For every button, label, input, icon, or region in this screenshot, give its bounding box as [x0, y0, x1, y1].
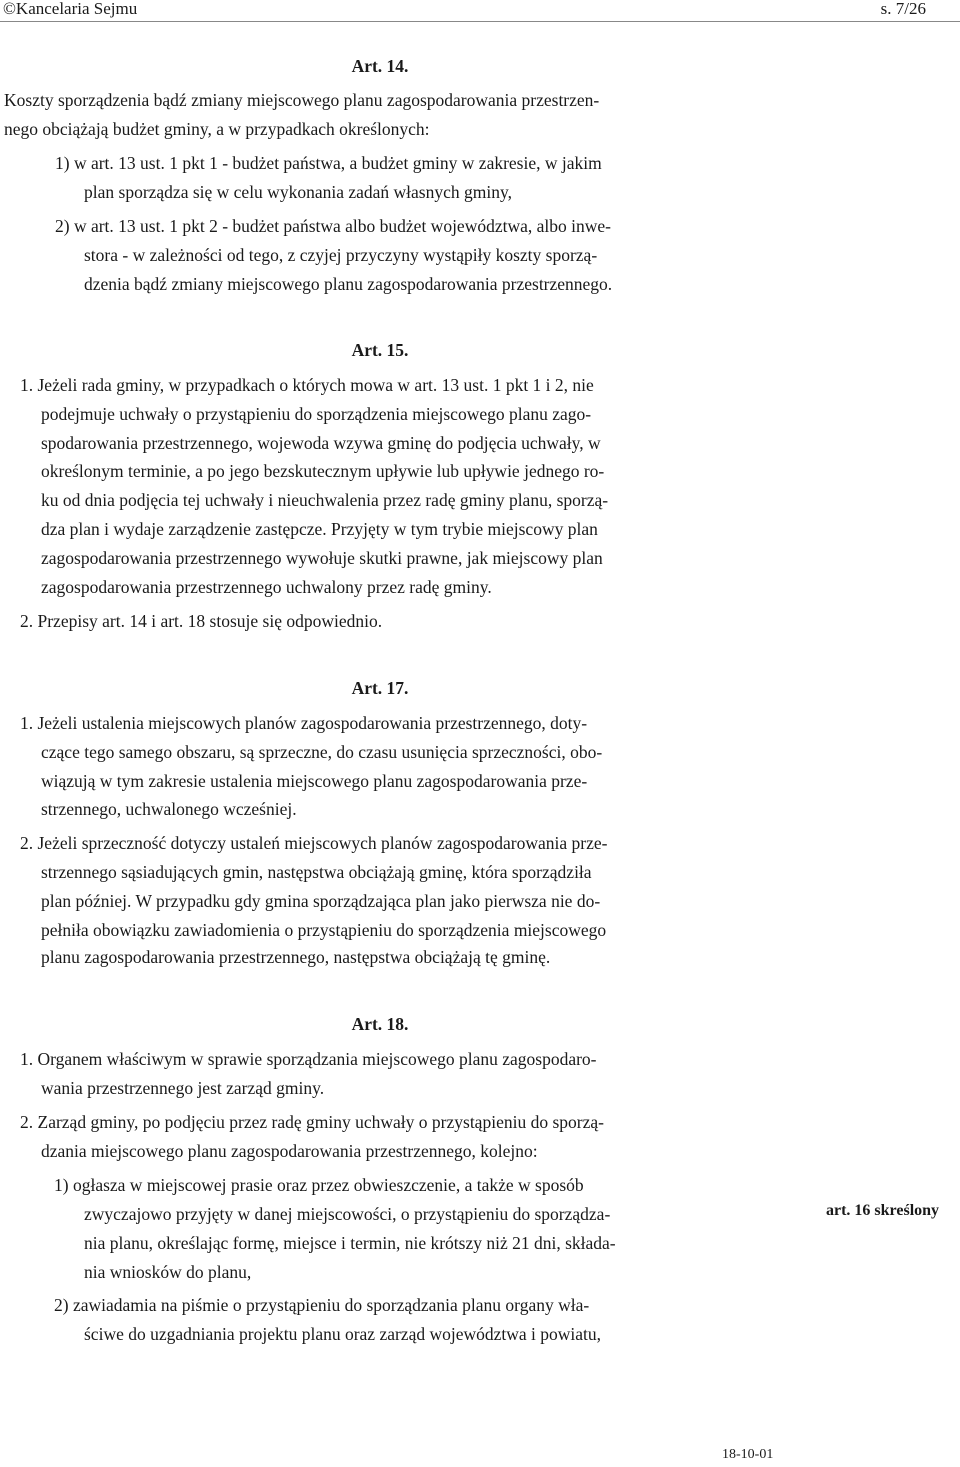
article-15-para-1-cont: określonym terminie, a po jego bezskutecznym upływie lub upływie jednego ro- — [41, 461, 605, 481]
footer-date: 18-10-01 — [722, 1447, 774, 1462]
article-17-para-2-cont: strzennego sąsiadujących gmin, następstwa obciążają gminę, która sporządziła — [41, 862, 592, 882]
article-17-para-2-cont: pełniła obowiązku zawiadomienia o przystąpieniu do sporządzenia miejscowego — [41, 920, 607, 940]
article-14-line: nego obciążają budżet gminy, a w przypadkach określonych: — [4, 119, 430, 139]
article-17-para-2: 2. Jeżeli sprzeczność dotyczy ustaleń miejscowych planów zagospodarowania prze- — [20, 833, 608, 853]
header-divider — [0, 21, 960, 22]
article-15-para-1-cont: zagospodarowania przestrzennego wywołuje skutki prawne, jak miejscowy plan — [41, 548, 603, 568]
article-18-title: Art. 18. — [351, 1014, 409, 1034]
article-14-title: Art. 14. — [351, 56, 409, 76]
page-number: s. 7/26 — [880, 0, 926, 18]
article-14-item-1: 1) w art. 13 ust. 1 pkt 1 - budżet państwa, a budżet gminy w zakresie, w jakim — [55, 153, 602, 173]
article-18-item-1-cont: nia wniosków do planu, — [84, 1262, 252, 1282]
article-15-para-1-cont: spodarowania przestrzennego, wojewoda wzywa gminę do podjęcia uchwały, w — [41, 433, 601, 453]
article-17-para-2-cont: plan później. W przypadku gdy gmina sporządzająca plan jako pierwsza nie do- — [41, 891, 601, 911]
article-14-item-1-cont: plan sporządza się w celu wykonania zadań własnych gminy, — [84, 182, 512, 202]
article-15-para-1-cont: podejmuje uchwały o przystąpieniu do sporządzenia miejscowego planu zago- — [41, 404, 592, 424]
article-18-item-2: 2) zawiadamia na piśmie o przystąpieniu do sporządzania planu organy wła- — [54, 1295, 590, 1315]
article-15-para-1: 1. Jeżeli rada gminy, w przypadkach o których mowa w art. 13 ust. 1 pkt 1 i 2, nie — [20, 375, 594, 395]
header-source: ©Kancelaria Sejmu — [3, 0, 138, 18]
article-14-item-2-cont: stora - w zależności od tego, z czyjej przyczyny wystąpiły koszty sporzą- — [84, 245, 598, 265]
article-17-para-1: 1. Jeżeli ustalenia miejscowych planów zagospodarowania przestrzennego, doty- — [20, 713, 588, 733]
margin-note: art. 16 skreślony — [826, 1202, 940, 1219]
article-18-item-1-cont: zwyczajowo przyjęty w danej miejscowości, o przystąpieniu do sporządza- — [84, 1204, 611, 1224]
article-18-item-2-cont: ściwe do uzgadniania projektu planu oraz zarząd województwa i powiatu, — [84, 1324, 602, 1344]
article-14-line: Koszty sporządzenia bądź zmiany miejscowego planu zagospodarowania przestrzen- — [4, 90, 600, 110]
article-17-para-1-cont: strzennego, uchwalonego wcześniej. — [41, 799, 297, 819]
article-14-item-2-cont: dzenia bądź zmiany miejscowego planu zagospodarowania przestrzennego. — [84, 274, 613, 294]
article-15-title: Art. 15. — [351, 340, 409, 360]
article-15-para-1-cont: ku od dnia podjęcia tej uchwały i nieuchwalenia przez radę gminy planu, sporzą- — [41, 490, 609, 510]
article-17-title: Art. 17. — [351, 678, 409, 698]
article-18-para-1-cont: wania przestrzennego jest zarząd gminy. — [41, 1078, 325, 1098]
article-17-para-1-cont: wiązują w tym zakresie ustalenia miejscowego planu zagospodarowania prze- — [41, 771, 588, 791]
article-17-para-1-cont: czące tego samego obszaru, są sprzeczne, do czasu usunięcia sprzeczności, obo- — [41, 742, 603, 762]
article-15-para-2: 2. Przepisy art. 14 i art. 18 stosuje się odpowiednio. — [20, 611, 383, 631]
article-18-item-1: 1) ogłasza w miejscowej prasie oraz przez obwieszczenie, a także w sposób — [54, 1175, 584, 1195]
article-17-para-2-cont: planu zagospodarowania przestrzennego, następstwa obciążają tę gminę. — [41, 947, 551, 967]
article-18-para-1: 1. Organem właściwym w sprawie sporządzania miejscowego planu zagospodaro- — [20, 1049, 597, 1069]
article-18-para-2: 2. Zarząd gminy, po podjęciu przez radę gminy uchwały o przystąpieniu do sporzą- — [20, 1112, 604, 1132]
article-18-para-2-cont: dzania miejscowego planu zagospodarowania przestrzennego, kolejno: — [41, 1141, 538, 1161]
article-15-para-1-cont: zagospodarowania przestrzennego uchwalony przez radę gminy. — [41, 577, 492, 597]
article-14-item-2: 2) w art. 13 ust. 1 pkt 2 - budżet państwa albo budżet województwa, albo inwe- — [55, 216, 611, 236]
article-18-item-1-cont: nia planu, określając formę, miejsce i termin, nie krótszy niż 21 dni, składa- — [84, 1233, 616, 1253]
article-15-para-1-cont: dza plan i wydaje zarządzenie zastępcze. Przyjęty w tym trybie miejscowy plan — [41, 519, 598, 539]
